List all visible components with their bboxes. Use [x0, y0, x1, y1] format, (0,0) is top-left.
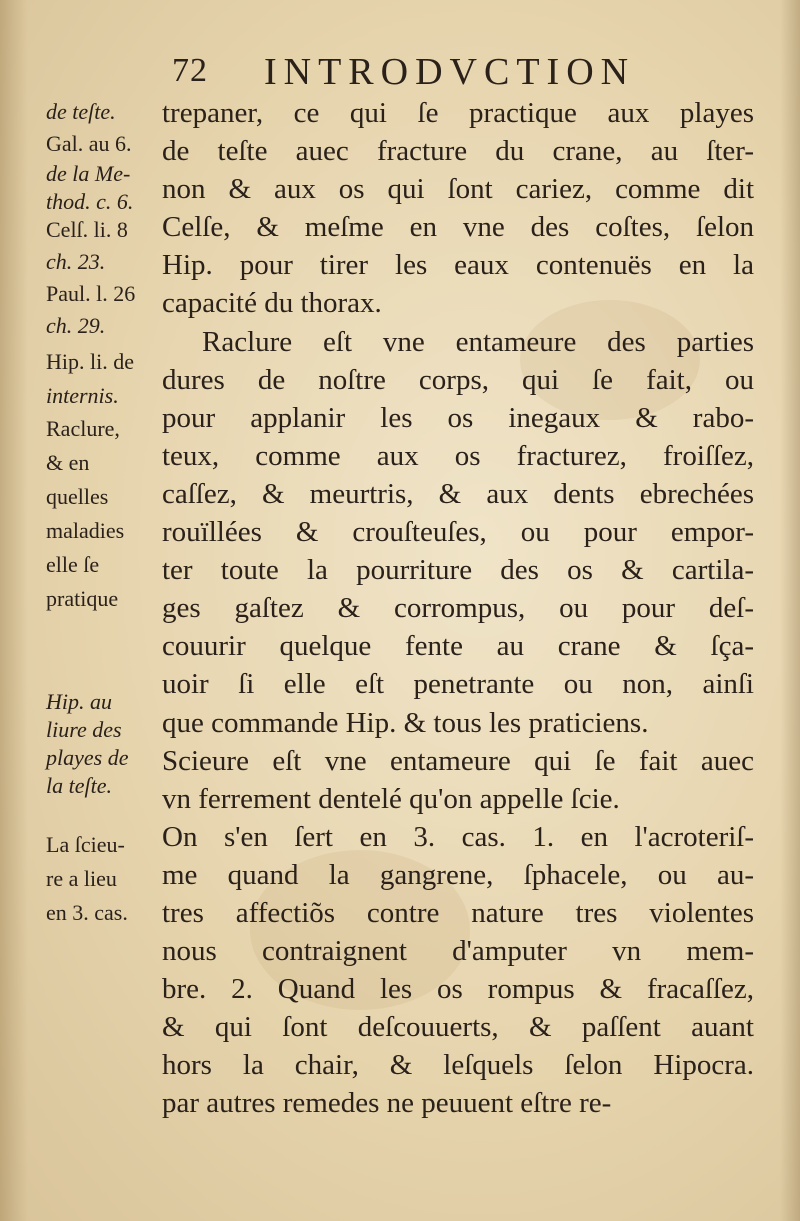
- marginal-note-line: liure des: [46, 717, 122, 742]
- text-line: ter toute la pourriture des os & cartila-: [162, 554, 754, 587]
- marginal-note: [46, 828, 128, 930]
- marginal-note-line: elle ſe: [46, 552, 100, 577]
- text-line: On s'en ſert en 3. cas. 1. en l'acroteriſ-: [162, 820, 754, 853]
- text-line: que commande Hip. & tous les praticiens.: [162, 706, 649, 739]
- text-line: Raclure eſt vne entameure des parties: [202, 325, 754, 358]
- text-line: vn ferrement dentelé qu'on appelle ſcie.: [162, 782, 620, 815]
- page-header: [172, 46, 692, 96]
- marginal-note: [46, 348, 134, 376]
- marginal-note: [46, 216, 128, 244]
- marginal-note-line: Hip. li. de: [46, 349, 134, 374]
- marginal-note-line: en 3. cas.: [46, 900, 128, 925]
- marginal-note-line: & en: [46, 450, 90, 475]
- text-line: par autres remedes ne peuuent eſtre re-: [162, 1087, 612, 1120]
- marginal-note-line: de teſte.: [46, 99, 116, 124]
- marginal-note: [46, 248, 105, 276]
- text-line: bre. 2. Quand les os rompus & fracaſſez,: [162, 973, 754, 1006]
- marginal-note-line: Celſ. li. 8: [46, 217, 128, 242]
- marginal-note: [46, 412, 124, 616]
- text-line: non & aux os qui ſont cariez, comme dit: [162, 173, 754, 206]
- text-line: trepaner, ce qui ſe practique aux playes: [162, 97, 754, 129]
- text-line: de teſte auec fracture du crane, au ſter-: [162, 135, 754, 168]
- marginal-note-line: playes de: [46, 745, 129, 770]
- marginal-note-line: de la Me-: [46, 161, 131, 186]
- body-text: [162, 94, 754, 1123]
- marginal-note-line: Hip. au: [46, 689, 112, 714]
- marginal-note-line: Raclure,: [46, 416, 120, 441]
- text-line: uoir ſi elle eſt penetrante ou non, ainſi: [162, 668, 754, 701]
- marginal-note-line: Gal. au 6.: [46, 131, 132, 156]
- text-line: tres affectiõs contre nature tres violentes: [162, 896, 754, 929]
- marginal-note-line: re a lieu: [46, 866, 117, 891]
- text-line: Hip. pour tirer les eaux contenuës en la: [162, 249, 754, 282]
- marginal-note-line: internis.: [46, 383, 119, 408]
- page-edge-shadow: [780, 0, 800, 1221]
- marginal-note-line: ch. 23.: [46, 249, 106, 274]
- marginal-note: [46, 98, 116, 126]
- text-line: me quand la gangrene, ſphacele, ou au-: [162, 858, 754, 891]
- marginal-note-line: Paul. l. 26: [46, 281, 136, 306]
- text-line: Scieure eſt vne entameure qui ſe fait auec: [162, 744, 754, 777]
- marginal-note: [46, 382, 119, 410]
- marginal-note-line: quelles: [46, 484, 109, 509]
- marginal-note-line: thod. c. 6.: [46, 189, 134, 214]
- marginal-note: [46, 688, 128, 800]
- text-line: capacité du thorax.: [162, 287, 382, 320]
- text-line: hors la chair, & leſquels ſelon Hipocra.: [162, 1049, 754, 1082]
- marginal-note-line: pratique: [46, 586, 119, 611]
- running-title: INTRODVCTION: [264, 51, 636, 93]
- marginal-note-line: la teſte.: [46, 773, 112, 798]
- text-line: dures de noſtre corps, qui ſe fait, ou: [162, 363, 754, 396]
- text-line: couurir quelque fente au crane & ſça-: [162, 630, 754, 663]
- marginal-note-line: maladies: [46, 518, 125, 543]
- text-line: ges gaſtez & corrompus, ou pour deſ-: [162, 592, 754, 625]
- text-line: nous contraignent d'amputer vn mem-: [162, 935, 754, 968]
- marginal-note: [46, 280, 135, 308]
- marginal-note: [46, 130, 132, 158]
- text-line: & qui ſont deſcouuerts, & paſſent auant: [162, 1011, 754, 1044]
- text-line: pour applanir les os inegaux & rabo-: [162, 401, 754, 434]
- page-number: 72: [172, 52, 208, 89]
- marginal-note: [46, 312, 105, 340]
- text-line: rouïllées & crouſteuſes, ou pour empor-: [162, 516, 754, 549]
- text-line: Celſe, & meſme en vne des coſtes, ſelon: [162, 211, 754, 244]
- page-gutter-shadow: [0, 0, 28, 1221]
- text-line: teux, comme aux os fracturez, froiſſez,: [162, 439, 754, 472]
- text-line: caſſez, & meurtris, & aux dents ebrechées: [162, 477, 754, 510]
- marginal-note: [46, 160, 133, 216]
- marginal-note-line: La ſcieu-: [46, 832, 125, 857]
- marginal-note-line: ch. 29.: [46, 313, 106, 338]
